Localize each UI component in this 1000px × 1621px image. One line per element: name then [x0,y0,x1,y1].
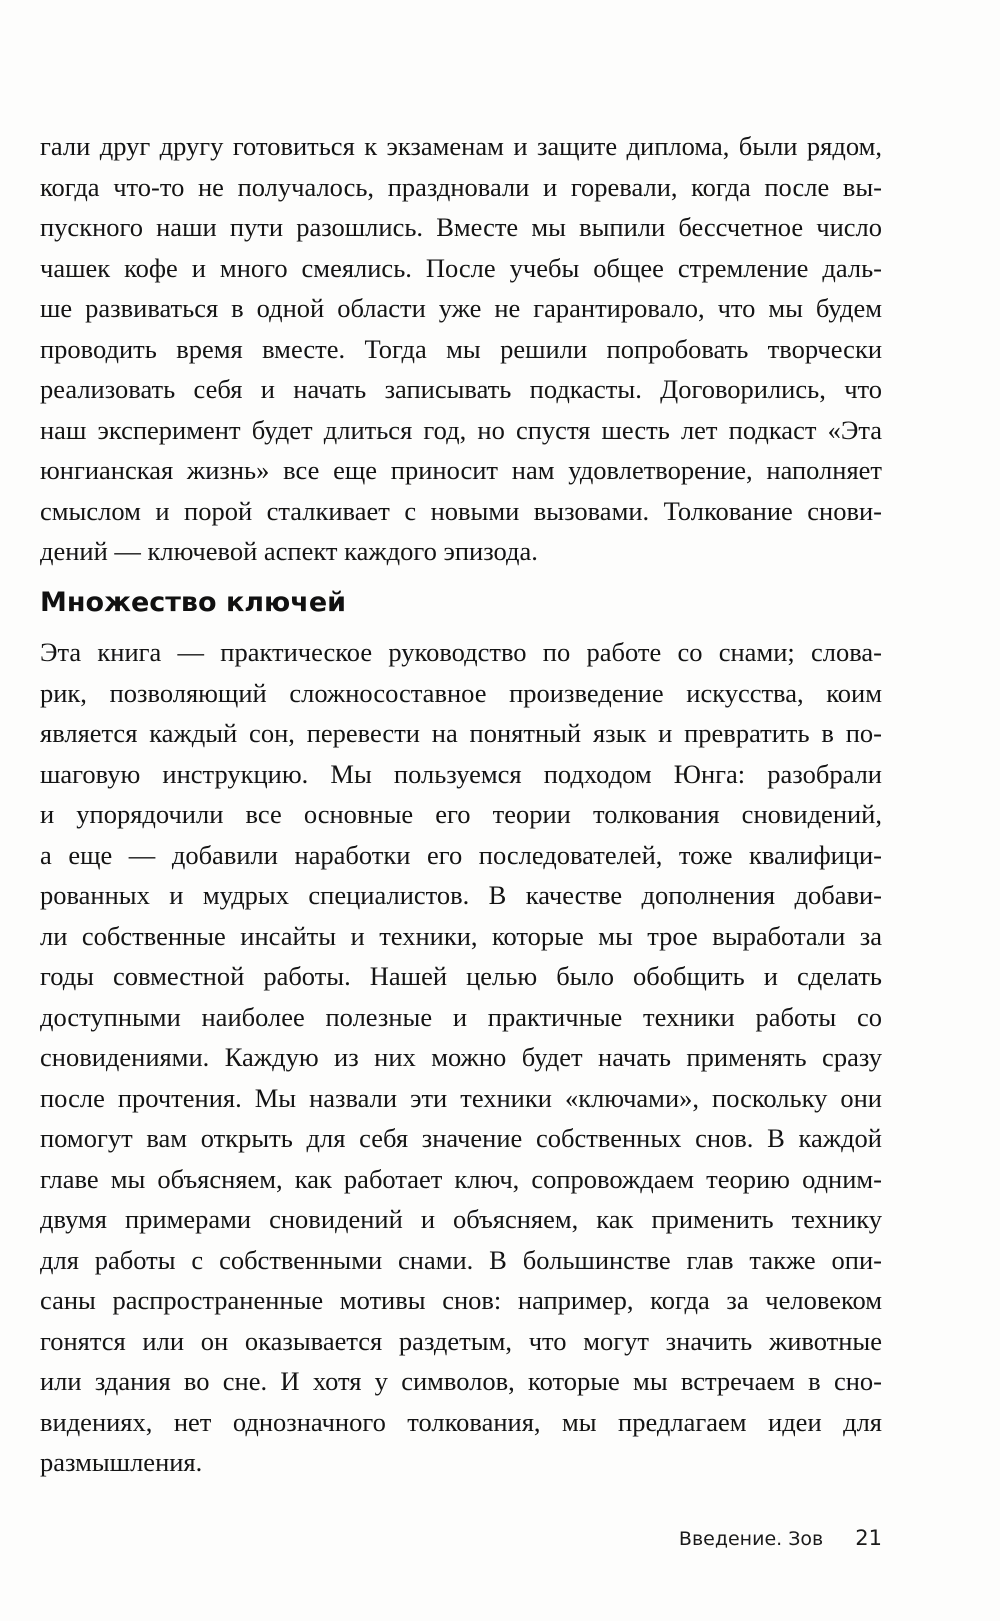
text-line: наш эксперимент будет длиться год, но спустя шесть лет подкаст «Эта [40,414,882,445]
text-line: сновидениями. Каждую из них можно будет начать применять сразу [40,1042,882,1072]
paragraph-body [40,632,882,1483]
text-line: главе мы объясняем, как работает ключ, сопровождаем теорию одним- [40,1163,882,1194]
text-line: дений — ключевой аспект каждого эпизода. [40,536,538,566]
text-line: для работы с собственными снами. В большинстве глав также опи- [40,1244,882,1275]
text-line: реализовать себя и начать записывать подкасты. Договорились, что [40,374,882,404]
text-line: помогут вам открыть для себя значение собственных снов. В каждой [40,1123,882,1153]
text-line: пускного наши пути разошлись. Вместе мы выпили бессчетное число [40,212,882,242]
text-line: когда что-то не получалось, праздновали и горевали, когда после вы- [40,171,882,202]
text-line: рик, позволяющий сложносоставное произведение искусства, коим [40,677,882,708]
text-line: Эта книга — практическое руководство по работе со снами; слова- [40,637,882,667]
text-line: саны распространенные мотивы снов: например, когда за человеком [40,1285,882,1315]
page-footer [679,1524,882,1553]
text-line: двумя примерами сновидений и объясняем, как применить технику [40,1204,882,1234]
paragraph-continuation [40,126,882,572]
text-line: размышления. [40,1447,203,1477]
text-line: является каждый сон, перевести на понятный язык и превратить в по- [40,718,882,748]
text-line: годы совместной работы. Нашей целью было обобщить и сделать [40,961,882,991]
text-line: и упорядочили все основные его теории толкования сновидений, [40,799,882,829]
page-number: 21 [855,1526,882,1550]
text-line: ше развиваться в одной области уже не гарантировало, что мы будем [40,293,882,323]
running-footer-section: Введение. Зов [678,1528,824,1550]
text-line: шаговую инструкцию. Мы пользуемся подходом Юнга: разобрали [40,758,882,789]
text-line: гали друг другу готовиться к экзаменам и защите диплома, были рядом, [40,131,882,161]
text-line: проводить время вместе. Тогда мы решили попробовать творчески [40,333,882,364]
text-line: смыслом и порой сталкивает с новыми вызовами. Толкование снови- [40,495,882,526]
text-line: или здания во сне. И хотя у символов, которые мы встречаем в сно- [40,1366,882,1396]
text-line: видениях, нет однозначного толкования, мы предлагаем идеи для [40,1406,882,1437]
text-line: после прочтения. Мы назвали эти техники «ключами», поскольку они [40,1082,882,1113]
text-line: юнгианская жизнь» все еще приносит нам удовлетворение, наполняет [40,455,882,485]
text-line: рованных и мудрых специалистов. В качестве дополнения добави- [40,880,882,910]
text-line: ли собственные инсайты и техники, которые мы трое выработали за [40,920,882,951]
section-heading: Множество ключей [40,587,347,618]
text-line: доступными наиболее полезные и практичные техники работы со [40,1001,882,1032]
text-line: а еще — добавили наработки его последователей, тоже квалифици- [40,839,882,870]
text-line: гонятся или он оказывается раздетым, что могут значить животные [40,1325,882,1356]
text-line: чашек кофе и много смеялись. После учебы общее стремление даль- [40,252,882,283]
